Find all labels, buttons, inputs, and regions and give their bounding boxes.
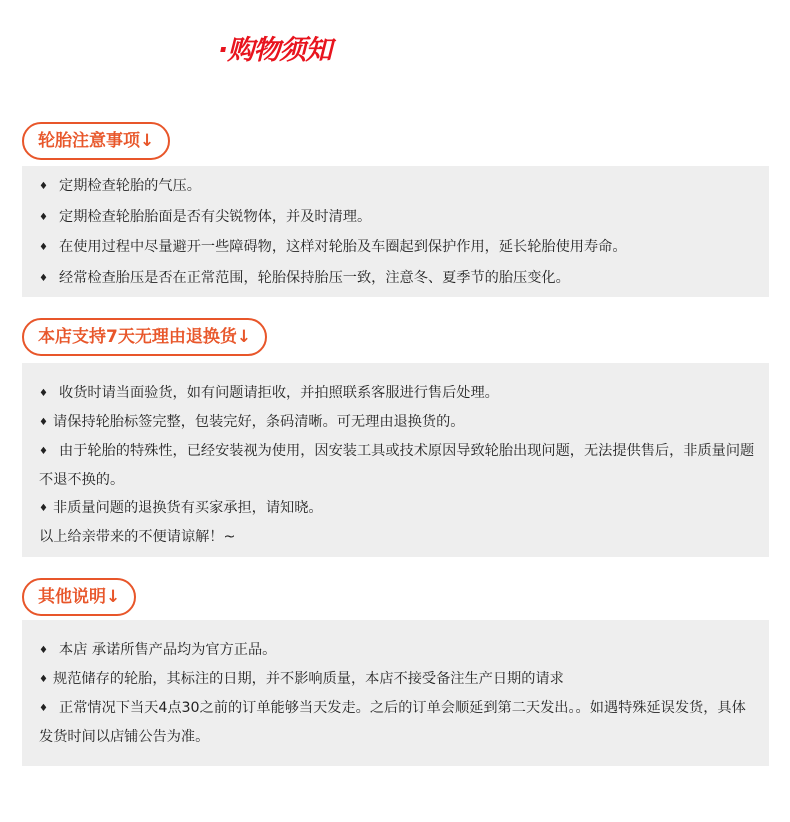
list-item bbox=[39, 171, 759, 202]
list-item-text: 收货时请当面验货，如有问题请拒收，并拍照联系客服进行售后处理。 bbox=[59, 385, 499, 401]
list-item bbox=[39, 636, 759, 665]
section-panel-other-notes bbox=[22, 620, 769, 766]
list-item-text: 请保持轮胎标签完整，包装完好，条码清晰。可无理由退换货的。 bbox=[53, 414, 465, 430]
list-item bbox=[39, 694, 759, 751]
diamond-bullet-icon: ♦ bbox=[39, 272, 48, 284]
list-item-text: 非质量问题的退换货有买家承担，请知晓。 bbox=[53, 500, 323, 516]
section-heading-return-policy: 本店支持7天无理由退换货↓ bbox=[22, 318, 267, 356]
list-item bbox=[39, 263, 759, 294]
diamond-bullet-icon: ♦ bbox=[39, 211, 48, 223]
diamond-bullet-icon: ♦ bbox=[39, 674, 48, 685]
diamond-bullet-icon: ♦ bbox=[39, 388, 48, 399]
diamond-bullet-icon: ♦ bbox=[39, 703, 48, 714]
section-heading-tire-notes: 轮胎注意事项↓ bbox=[22, 122, 170, 160]
list-item-text: 正常情况下当天4点30之前的订单能够当天发走。之后的订单会顺延到第二天发出。。如遇特殊延误发货，具体发货时间以店铺公告为准。 bbox=[39, 700, 746, 745]
list-item-text: 本店 承诺所售产品均为官方正品。 bbox=[59, 642, 277, 658]
diamond-bullet-icon: ♦ bbox=[39, 446, 48, 457]
diamond-bullet-icon: ♦ bbox=[39, 242, 48, 253]
list-item-text: 定期检查轮胎胎面是否有尖锐物体，并及时清理。 bbox=[59, 208, 372, 225]
page-title: ·购物须知 bbox=[218, 35, 332, 66]
list-item-text: 由于轮胎的特殊性，已经安装视为使用，因安装工具或技术原因导致轮胎出现问题，无法提供售后，非质量问题不退不换的。 bbox=[39, 443, 755, 488]
diamond-bullet-icon: ♦ bbox=[39, 417, 48, 428]
section-panel-tire-notes bbox=[22, 166, 769, 297]
list-item bbox=[39, 494, 759, 523]
section-panel-return-policy bbox=[22, 363, 769, 557]
list-item-text: 经常检查胎压是否在正常范围，轮胎保持胎压一致，注意冬、夏季节的胎压变化。 bbox=[59, 269, 570, 286]
list-item-text: 定期检查轮胎的气压。 bbox=[59, 178, 201, 194]
section-heading-other-notes: 其他说明↓ bbox=[22, 578, 136, 616]
list-item bbox=[39, 202, 759, 233]
list-item bbox=[39, 379, 759, 408]
return-policy-list bbox=[39, 379, 759, 523]
diamond-bullet-icon: ♦ bbox=[39, 503, 48, 514]
other-notes-list bbox=[39, 636, 759, 751]
list-item-text: 规范储存的轮胎，其标注的日期，并不影响质量，本店不接受备注生产日期的请求 bbox=[53, 671, 564, 687]
list-item bbox=[39, 665, 759, 694]
apology-note: 以上给亲带来的不便请谅解！~ bbox=[39, 529, 236, 545]
list-item bbox=[39, 232, 759, 263]
diamond-bullet-icon: ♦ bbox=[39, 645, 48, 656]
list-item bbox=[39, 437, 759, 494]
tire-notes-list bbox=[39, 171, 759, 293]
list-item-text: 在使用过程中尽量避开一些障碍物，这样对轮胎及车圈起到保护作用，延长轮胎使用寿命。 bbox=[59, 239, 627, 255]
diamond-bullet-icon: ♦ bbox=[39, 181, 48, 192]
list-item bbox=[39, 408, 759, 437]
